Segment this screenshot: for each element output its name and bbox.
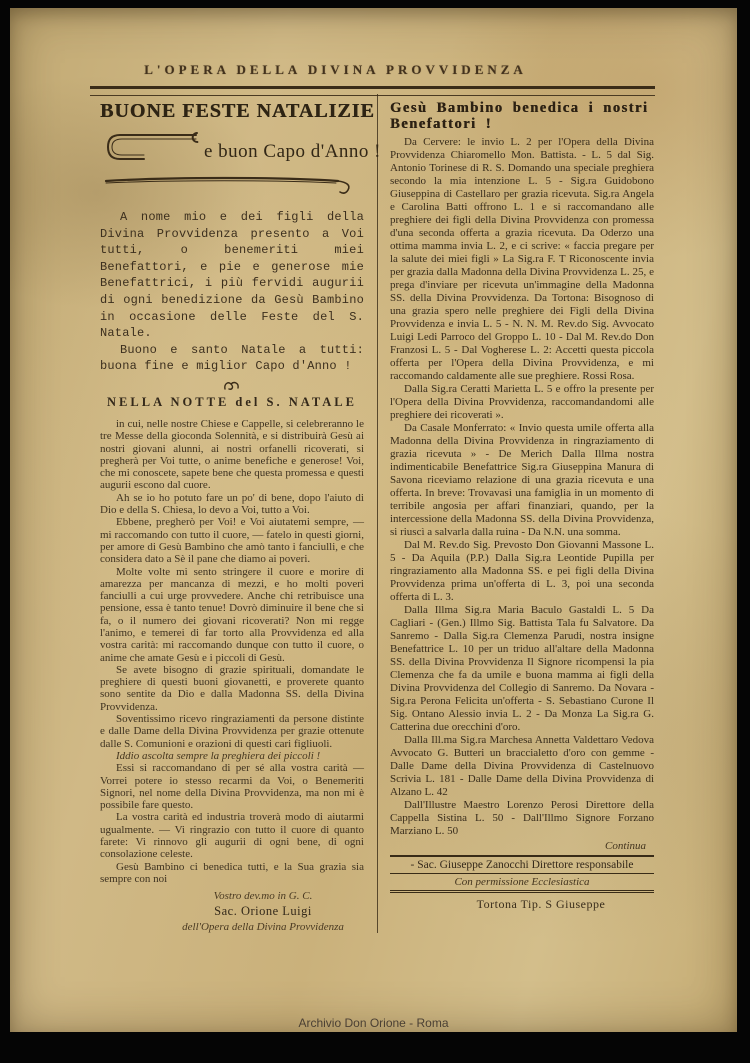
archive-stamp: Archivio Don Orione - Roma [298,1016,449,1030]
paragraph: Molte volte mi sento stringere il cuore e morire di amarezza per mancanza di mezzi, e ho molti poveri fanciulli a cui urge provvedere. Anche chi retribuisce una pensione, essa è tanto tenue! Dovrò diminuire il bene che si fa, o il numero dei giovani ricoverati? Non mi regge l'animo, e temerei di far torto alla Provvidenza ed alla vostra carità: mi raccomando dunque con tutto il cuore, o anime che amate Gesù e i piccoli di Gesù. [100,565,364,664]
benefactors-list [390,136,654,838]
right-column [378,94,654,933]
paragraph: Dalla Ill.ma Sig.ra Marchesa Annetta Valdettaro Vedova Avvocato G. Butteri un braccialetto d'oro con gemme - Dalle Dame della Divina Provvidenza di Castelnuovo Scrivia L. 181 - Dalle Dame della Divina Provvidenza di Alzano L. 42 [390,734,654,798]
greeting-intro [100,209,364,375]
paragraph: Da Cervere: le invio L. 2 per l'Opera della Divina Provvidenza Chiaromello Mon. Battista. - L. 5 dal Sig. Antonio Torinese di R. S. Domando una speciale preghiera secondo la mia intenzione L. 5 - Sig.ra Guidobono Giuseppina di Castellaro per grazia ricevuta. Sig.ra Angela e Carolina Batti offrono L. 1 e si raccomandano alle preghiere dei figli della Divina Provvidenza con promessa d'una seconda offerta a grazia ricevuta. Da Oderzo una ottima mamma invia L. 2, e ci scrive: « faccia pregare per la salute dei miei figli » La Sig.ra F. T Riconoscente invia per grazia dalla Madonna della Divina Provvidenza L. 25, e prega d'inviare per ricevuta un'immagine della Madonna SS. della Divina Provvidenza. Da Tortona: Bisognoso di una grazia spero nelle preghiere dei Figli della Divina Provvidenza e invia L. 5 - N. N. M. Rev.do Sig. Avvocato Luigi Ledi Parroco del Groppo L. 10 - Dal M. Rev.do Don Franzosi L. 5 - Dal Vogherese L. 2: Accetti questa piccola offerta per l'Opera della Divina Provvidenza, e mi raccomando caldamente alle sue preghiere. Rossi Rosa. [390,136,654,382]
ecclesiastical-permission-line: Con permissione Ecclesiastica [390,876,654,893]
two-column-layout [90,94,667,933]
printer-line: Tortona Tip. S Giuseppe [476,897,606,911]
signature-organization: dell'Opera della Divina Provvidenza [182,921,344,934]
paragraph: Da Casale Monferrato: « Invio questa umile offerta alla Madonna della Divina Provvidenza in ringraziamento di grazia ricevuta » - De Merich Dalla Illma nostra indimenticabile Benefattrice Sig.ra Giuseppina Manura di Savona riceviamo relazione di una grazia ricevuta e una offerta. In breve: Trovavasi una famiglia in un momento di terribile angosia per affari finanziari, quando, per la intercessione della Madonna SS. della Divina Provvidenza, si riuscì a salvarla dalla ruina - Da N.N. una somma. [390,422,654,538]
paragraph: Buono e santo Natale a tutti: buona fine e miglior Capo d'Anno ! [100,342,364,374]
paragraph: Dalla Illma Sig.ra Maria Baculo Gastaldi L. 5 Da Cagliari - (Gen.) Illmo Sig. Battista Tala fu Salvatore. Da Sanremo - Dalla Sig.ra Clemenza Parudi, nostra insigne Benefattrice L. 10 per un triduo all'altare della Madonna SS. della Divina Provvidenza Il Signore ricompensi la pia Clemenza che fa da umile e buona mamma ai figli della Divina Provvidenza del Collegio di Sanremo. Da Novara - Sig.ra Perona Felicita un'offerta - S. Sebastiano Curone Il Sig. Ontano Alessio invia L. 2 - Da Monza La Sig.ra G. Catterina due orecchini d'oro. [390,604,654,733]
paragraph: A nome mio e dei figli della Divina Provvidenza presento a Voi tutti, o benemeriti miei Benefattori, e pie e generose mie Benefattrici, i più fervidi augurii di ogni benedizione da Gesù Bambino in occasione delle Feste del S. Natale. [100,210,364,341]
masthead-title: L'OPERA DELLA DIVINA PROVVIDENZA [144,62,527,77]
scanned-newspaper-page [10,8,737,1032]
paragraph: Ah se io ho potuto fare un po' di bene, dopo l'aiuto di Dio e della S. Chiesa, lo devo a Voi, tutto a Voi. [100,491,364,517]
paragraph: Gesù Bambino ci benedica tutti, e la Sua grazia sia sempre con noi [100,860,364,885]
continua-marker: Continua [605,840,646,852]
paragraph: in cui, nelle nostre Chiese e Cappelle, si celebreranno le tre Messe della gioconda Solennità, e si distribuirà Gesù ai nostri giovani alunni, ai nostri orfanelli ricoverati, si pregherà per Voi tutte, o anime benefiche e generose! Voi, che mi conoscete, sapete bene che questa promessa e questi augurii escono dal cuore. [100,417,364,492]
section-heading-christmas-night: NELLA NOTTE del S. NATALE [107,394,357,409]
signature-block [100,890,364,933]
imprint-footer [390,855,654,912]
paragraph: Soventissimo ricevo ringraziamenti da persone distinte e dalle Dame della Divina Provvidenza per grazie ottenute dalle S. Comunioni e orazioni di questi cari figliuoli. [100,713,364,750]
decorative-bracket-flourish-icon [100,123,362,209]
paragraph: Dalla Sig.ra Ceratti Marietta L. 5 e offro la presente per l'Opera della Divina Provvidenza, raccomandandomi alle preghiere dei ricoverati ». [390,383,654,421]
signature-valediction: Vostro dev.mo in G. C. [213,890,313,903]
paragraph: Dal M. Rev.do Sig. Prevosto Don Giovanni Massone L. 5 - Da Aquila (P.P.) Dalla Sig.ra Leontide Pupilla per ringraziamento alla Madonna SS. e pei figli della Divina Provvidenza prima un'offerta di L. 3, poi una seconda offerta di L. 3. [390,539,654,603]
paragraph: Se avete bisogno di grazie spirituali, domandate le preghiere di questi buoni giovanetti, e proverete quanto sono sentite da Dio e dalla Madonna SS. della Divina Provvidenza. [100,663,364,713]
left-column [90,94,382,934]
paragraph: Ebbene, pregherò per Voi! e Voi aiutatemi sempre, — mi raccomando con tutto il cuore, — fatelo in questi giorni, per amore di Gesù Bambino che amò tanto i fanciulli, e che considera dato a Sè il pane che diamo ai poveri. [100,516,364,566]
paragraph: La vostra carità ed industria troverà modo di aiutarmi ugualmente. — Vi ringrazio con tutto il cuore di quanto farete: Vi rinnovo gli augurii di ogni bene, di ogni consolazione celeste. [100,811,364,861]
paragraph-italic: Iddio ascolta sempre la preghiera dei piccoli ! [116,749,321,762]
benefactors-heading: Gesù Bambino benedica i nostri Benefattori ! [390,100,649,132]
new-year-subtitle-block [100,123,382,209]
fleuron-ornament-icon [100,379,364,393]
paragraph: Dall'Illustre Maestro Lorenzo Perosi Direttore della Cappella Sistina L. 50 - Dall'Illmo Signore Forzano Marziano L. 50 [390,799,654,837]
paragraph: Essi si raccomandano di per sé alla vostra carità — Vorrei potere io stesso recarmi da Voi, o Benemeriti Signori, nel nome della Divina Provvidenza, ma non mi è possibile fare questo. [100,762,364,812]
signature-name: Sac. Orione Luigi [214,904,312,919]
new-year-subtitle: e buon Capo d'Anno ! [204,141,382,162]
christmas-greeting-title: BUONE FESTE NATALIZIE [100,100,375,122]
responsible-director-line: - Sac. Giuseppe Zanocchi Direttore responsabile [390,859,654,874]
letter-body [100,418,364,885]
